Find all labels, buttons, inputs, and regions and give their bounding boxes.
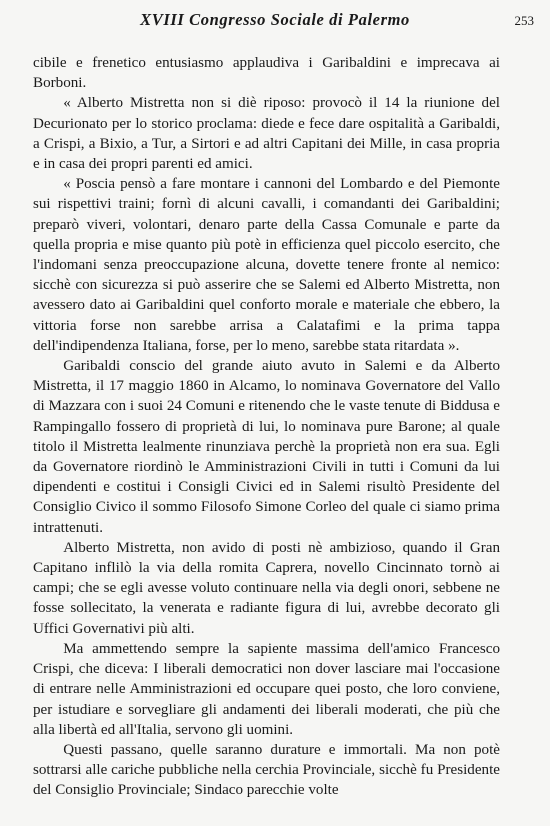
- paragraph-mistretta-hospitality: « Alberto Mistretta non si diè riposo: provocò il 14 la riunione del Decurionato per lo storico proclama: diede e fece dare ospitalità a Garibaldi, a Crispi, a Bixio, a Tur, a Sirtori e ad altri Capitani dei Mille, in casa propria e in casa dei propri parenti ed amici.: [33, 95, 500, 173]
- paragraph-cannons-and-supplies: « Poscia pensò a fare montare i cannoni del Lombardo e del Piemonte sui rispettivi traini; fornì di alcuni cavalli, i comandanti dei Garibaldini; preparò viveri, volontari, denaro parte della Cassa Comunale e parte da quella propria e mise quanto più potè in efficienza quel piccolo esercito, che l'indomani senza preoccupazione alcuna, dovette tenere fronte al nemico: sicchè con sicurezza si può asserire che se Salemi ed Alberto Mistretta, non avessero dato ai Garibaldini quel conforto morale e materiale che ebbero, la vittoria forse non sarebbe arrisa a Calatafimi e la prima tappa dell'indipendenza Italiana, forse, per lo meno, sarebbe stata ritardata ».: [33, 176, 500, 354]
- body-text: [33, 53, 500, 801]
- paragraph-continuation: cibile e frenetico entusiasmo applaudiva i Garibaldini e imprecava ai Borboni.: [33, 55, 500, 92]
- paragraph-crispi-maxim: Ma ammettendo sempre la sapiente massima dell'amico Francesco Crispi, che diceva: I liberali democratici non dover lasciare mai l'occasione di entrare nelle Amministrazioni ed occupare quei posto, che loro conviene, per istudiare e sorvegliare gli andamenti dei liberali moderati, che più che alla libertà ed all'Italia, servono gli uomini.: [33, 640, 500, 738]
- paragraph-return-to-fields: Alberto Mistretta, non avido di posti nè ambizioso, quando il Gran Capitano inflilò la via della romita Caprera, novello Cincinnato tornò ai campi; che se egli avesse voluto continuare nella via degli onori, sebbene ne fosse sollecitato, la venerata e radiante figura di lui, avrebbe decorato gli Uffici Governativi più alti.: [33, 539, 500, 637]
- page-number: 253: [514, 13, 534, 28]
- running-title: XVIII Congresso Sociale di Palermo: [140, 10, 410, 29]
- paragraph-governor-appointment: Garibaldi conscio del grande aiuto avuto in Salemi e da Alberto Mistretta, il 17 maggio 1860 in Alcamo, lo nominava Governatore del Vallo di Mazzara con i suoi 24 Comuni e ritenendo che le vaste tenute di Biddusa e Rampingallo fossero di proprietà di lui, lo nominava pure Barone; al quale titolo il Mistretta lealmente rinunziava perchè la proprietà non era sua. Egli da Governatore riordinò le Amministrazioni Civili in tutti i Comuni da lui dipendenti e costitui i Consigli Civici ed in Salemi risultò Presidente del Consiglio Civico il sommo Filosofo Simone Corleo del quale ci siamo prima intrattenuti.: [33, 358, 500, 536]
- paragraph-public-offices: Questi passano, quelle saranno durature e immortali. Ma non potè sottrarsi alle cariche pubbliche nella cerchia Provinciale, sicchè fu Presidente del Consiglio Provinciale; Sindaco parecchie volte: [33, 741, 500, 799]
- page-header: [0, 0, 550, 40]
